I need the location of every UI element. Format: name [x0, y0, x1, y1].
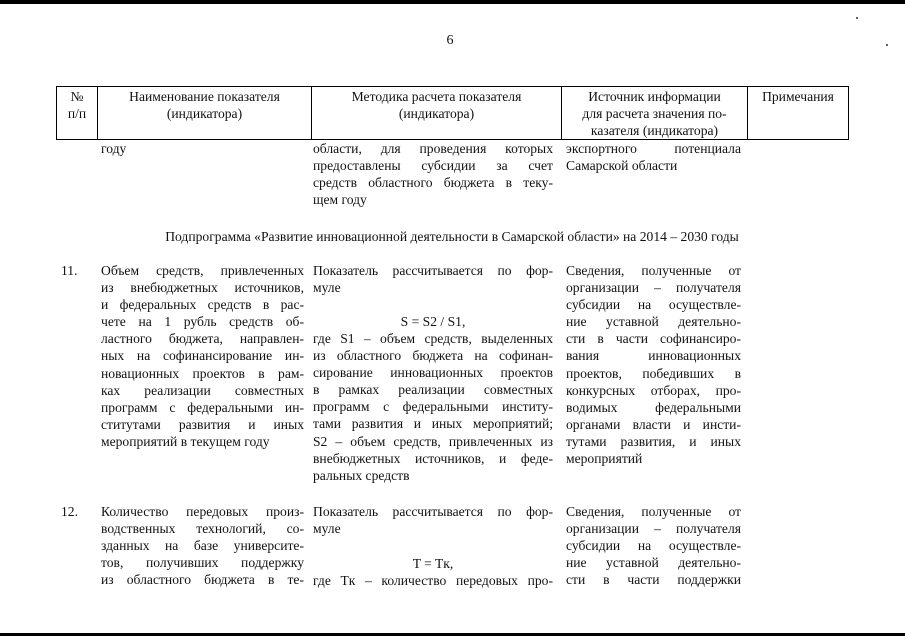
scan-speck [886, 44, 888, 46]
row-11-source: Сведения, полученные от организации – получателя субсидии на осуществле- ние уставной деятельно- сти в части софинансиро- вания инновационных проектов, победивших в конкурсных отборах, про- водимых федеральными органами власти и инсти- тутами развития, и иных мероприятий [566, 263, 741, 467]
row-12-source: Сведения, полученные от организации – получателя субсидии на осуществле- ние уставной деятельно- сти в части поддержки [566, 504, 741, 588]
carry-method: области, для проведения которых предоставлены субсидии за счет средств областного бюджета в теку- щем году [313, 141, 553, 208]
row-11-method-body: где S1 – объем средств, выделенных из областного бюджета на софинан- сирование инновационных проектов в рамках реализации совместных программ с федеральными институ- тами развития и иных мероприятий; S2 – объем средств, привлеченных из внебюджетных источников, и феде- ральных средств [313, 331, 553, 483]
header-calculation-method: Методика расчета показателя (индикатора) [312, 87, 562, 140]
header-information-source: Источник информации для расчета значения по- казателя (индикатора) [562, 87, 748, 140]
row-12-method-body: где Tк – количество передовых про- [313, 573, 553, 588]
subprogram-title: Подпрограмма «Развитие инновационной деятельности в Самарской области» на 2014 – 2030 годы [165, 229, 739, 244]
row-11-name: Объем средств, привлеченных из внебюджетных источников, и федеральных средств в рас- чете на 1 рубль средств об- ластного бюджета, направлен- ных на софинансирование ин- новационных проектов в рам- ках реализации совместных программ с федеральными ин- ститутами развития и иных мероприятий в текущем году [101, 263, 304, 449]
page-top-edge [0, 0, 905, 4]
row-12-number: 12. [61, 504, 78, 519]
header-notes: Примечания [748, 87, 849, 140]
header-number: № п/п [57, 87, 98, 140]
row-11-number: 11. [61, 263, 78, 278]
page-number: 6 [446, 33, 454, 48]
row-12-formula: T = Tк, [412, 556, 454, 571]
row-11-method-intro: Показатель рассчитывается по фор- муле [313, 263, 553, 296]
row-12-method-intro: Показатель рассчитывается по фор- муле [313, 504, 553, 537]
carry-name: году [101, 141, 127, 156]
row-12-name: Количество передовых произ- водственных технологий, со- зданных на базе университе- тов, получивших поддержку из областного бюджета в те- [101, 504, 304, 588]
row-11-formula: S = S2 / S1, [400, 314, 466, 329]
carry-source: экспортного потенциала Самарской области [566, 141, 741, 174]
page-bottom-edge [0, 633, 905, 636]
scan-speck [856, 17, 858, 19]
header-indicator-name: Наименование показателя (индикатора) [98, 87, 312, 140]
indicator-table-header [56, 86, 849, 140]
